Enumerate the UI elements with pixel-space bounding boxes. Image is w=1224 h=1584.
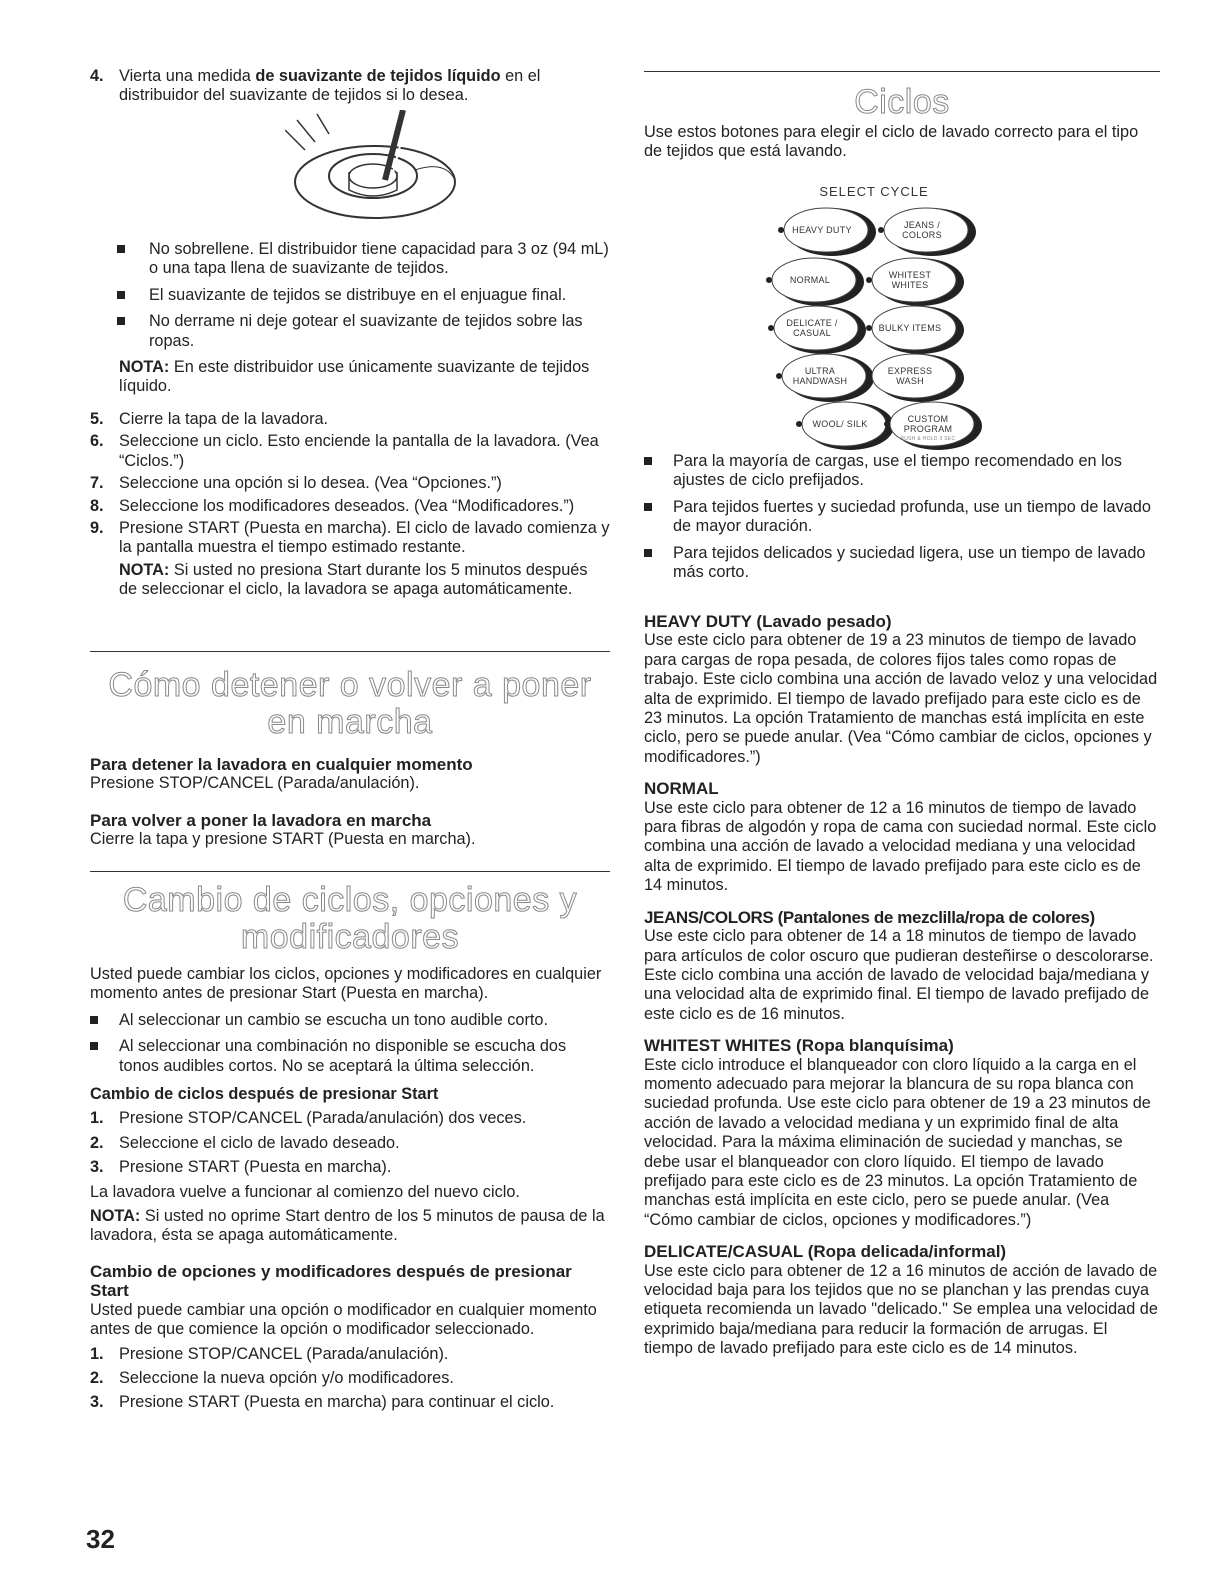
led-indicator-icon (878, 227, 884, 233)
cycle-text: Use este ciclo para obtener de 12 a 16 minutos de acción de lavado de velocidad baja para los tejidos que no se planchan y las prendas cuya etiqueta recomienda un lavado "delicado." Se emplea una velocidad de exprimido baja/mediana para reducir la formación de arrugas. El tiempo de lavado prefijado para este ciclo es de 14 minutos. (644, 1261, 1158, 1358)
bullet-icon (644, 503, 652, 511)
step-number: 8. (90, 496, 104, 515)
cycle-button-label: JEANS / (903, 220, 941, 230)
note (90, 358, 610, 397)
cycle-button-label: COLORS (902, 230, 942, 240)
led-indicator-icon (866, 373, 872, 379)
step-text: Seleccione los modificadores deseados. (Vea “Modificadores.”) (119, 496, 575, 515)
list-item (90, 1345, 610, 1364)
section-change (90, 882, 610, 1413)
note-text: En este distribuidor use únicamente suavizante de tejidos líquido. (119, 358, 590, 396)
cycle-button-label: ULTRA (804, 366, 836, 376)
cycle-button-label: HEAVY DUTY (792, 225, 852, 235)
list-item (644, 452, 1160, 491)
note (90, 1207, 610, 1246)
cycle-button-label: WOOL/ SILK (812, 419, 868, 429)
section-divider (90, 871, 610, 872)
cycle-heading: NORMAL (644, 779, 719, 799)
step-number: 2. (90, 1368, 104, 1387)
step-number: 2. (90, 1133, 104, 1152)
cycle-button-wool-silk[interactable] (796, 402, 894, 450)
cycle-descriptions (644, 612, 1160, 1359)
cycle-text: Use este ciclo para obtener de 19 a 23 minutos de tiempo de lavado para cargas de ropa pesada, de colores fijos tales como ropas de trabajo. Este ciclo combina una acción de lavado veloz y una velocidad alta de exprimido. El tiempo de lavado prefijado para este ciclo es de 23 minutos. La opción Tratamiento de manchas está implícita en este ciclo, pero se puede anular. (Vea “Cómo cambiar de ciclos, opciones y modificadores.”) (644, 631, 1158, 766)
softener-bullets (90, 240, 610, 397)
cycle-button-label: CASUAL (793, 328, 831, 338)
steps-list (90, 410, 610, 600)
step-9 (90, 519, 610, 558)
bullet-text: Para la mayoría de cargas, use el tiempo recomendado en los ajustes de ciclo prefijados. (673, 452, 1122, 490)
step-number: 7. (90, 474, 104, 493)
note-text: Si usted no oprime Start dentro de los 5 minutos de pausa de la lavadora, ésta se apaga automáticamente. (90, 1207, 605, 1245)
page-number: 32 (86, 1524, 115, 1554)
section-title-line: Cambio de ciclos, opciones y (122, 881, 578, 919)
step-text: Presione START (Puesta en marcha). El ciclo de lavado comienza y la pantalla muestra el tiempo estimado restante. (119, 519, 610, 557)
panel-label: SELECT CYCLE (819, 184, 929, 199)
section-divider (644, 71, 1160, 72)
resume-text: La lavadora vuelve a funcionar al comienzo del nuevo ciclo. (90, 1182, 520, 1201)
step-8 (90, 497, 610, 516)
bullet-icon (117, 245, 125, 253)
bullet-text: Para tejidos delicados y suciedad ligera, use un tiempo de lavado más corto. (673, 543, 1146, 582)
step-text: Presione START (Puesta en marcha). (119, 1158, 392, 1177)
cycle-jeans-colors (644, 908, 1160, 1024)
bullet-text: No derrame ni deje gotear el suavizante de tejidos sobre las ropas. (149, 312, 583, 350)
section-title (90, 667, 610, 741)
step-number: 9. (90, 519, 104, 538)
cycle-button-label: NORMAL (789, 275, 831, 285)
cycle-button-label: WHITES (891, 280, 929, 290)
bullet-icon (644, 549, 652, 557)
cycle-button-bulky-items[interactable] (866, 306, 964, 354)
bullet-icon (90, 1016, 98, 1024)
bullet-icon (117, 291, 125, 299)
cycle-heavy-duty (644, 612, 1160, 767)
options-intro: Usted puede cambiar una opción o modificador en cualquier momento antes de que comience la opción o modificador seleccionado. (90, 1300, 597, 1339)
cycle-button-heavy-duty[interactable] (778, 208, 876, 256)
bullet-text: Al seleccionar una combinación no disponible se escucha dos tonos audibles cortos. No se aceptará la última selección. (119, 1037, 567, 1075)
step-4 (90, 67, 610, 106)
step-6 (90, 432, 610, 471)
step-number: 3. (90, 1158, 104, 1177)
cycle-button-express[interactable] (866, 354, 964, 402)
note-label: NOTA: (90, 1207, 141, 1226)
list-item (90, 312, 610, 351)
led-indicator-icon (778, 227, 784, 233)
bullet-icon (90, 1042, 98, 1050)
step-number: 6. (90, 432, 104, 451)
step-text: Presione START (Puesta en marcha) para continuar el ciclo. (119, 1393, 555, 1412)
led-indicator-icon (776, 373, 782, 379)
cycle-text: Use este ciclo para obtener de 14 a 18 minutos de tiempo de lavado para artículos de color oscuro que pudieran desteñirse o descolorarse. Este ciclo combina una acción de lavado de velocidad baja/mediana y una velocidad alta de exprimido final. El tiempo de lavado prefijado de este ciclo es de 16 minutos. (644, 927, 1154, 1023)
cycle-button-label: EXPRESS (887, 366, 933, 376)
section-title: Ciclos (854, 83, 950, 121)
led-indicator-icon (796, 421, 802, 427)
step-text-pre: Vierta una medida (119, 67, 256, 85)
list-item (644, 544, 1160, 583)
led-indicator-icon (766, 277, 772, 283)
led-indicator-icon (884, 421, 890, 427)
bullet-icon (117, 317, 125, 325)
step-text: Presione STOP/CANCEL (Parada/anulación). (119, 1344, 449, 1363)
step-text: Seleccione el ciclo de lavado deseado. (119, 1133, 400, 1152)
bullet-text: El suavizante de tejidos se distribuye en el enjuague final. (149, 285, 567, 304)
cycle-button-delicate[interactable] (768, 306, 866, 354)
cycle-button-label: HANDWASH (792, 376, 848, 386)
list-item (90, 1393, 610, 1412)
list-item (90, 286, 610, 305)
step-number: 1. (90, 1109, 104, 1128)
step-text: Presione STOP/CANCEL (Parada/anulación) dos veces. (119, 1109, 527, 1128)
section-title-line: Cómo detener o volver a poner (108, 666, 592, 704)
step-number: 5. (90, 410, 104, 428)
step-number: 1. (90, 1344, 104, 1363)
step-text-post: en el distribuidor del suavizante de tejidos si lo desea. (119, 67, 541, 105)
cycle-text: Este ciclo introduce el blanqueador con cloro líquido a la carga en el momento adecuado para mejorar la blancura de su ropa blanca con suciedad profunda. Use este ciclo para obtener de 19 a 23 minutos de acción de lavado a velocidad mediana y un exprimido final de alta velocidad. Para la máxima eliminación de suciedad y manchas, se debe usar el blanqueador con cloro líquido. El tiempo de lavado prefijado para este ciclo es de 23 minutos. La opción Tratamiento de manchas está implícita en este ciclo, pero se puede anular. (Vea “Cómo cambiar de ciclos, opciones y modificadores.”) (644, 1055, 1151, 1229)
note (90, 561, 610, 600)
step-5 (90, 410, 610, 429)
list-item (90, 240, 610, 279)
restart-heading: Para volver a poner la lavadora en marcha (90, 810, 432, 830)
restart-text: Cierre la tapa y presione START (Puesta en marcha). (90, 830, 476, 849)
cycle-heading: DELICATE/CASUAL (Ropa delicada/informal) (644, 1242, 1007, 1262)
cycle-normal (644, 779, 1160, 895)
step-text: Seleccione la nueva opción y/o modificadores. (119, 1368, 454, 1387)
cycle-button-label: BULKY ITEMS (878, 323, 942, 333)
bullet-text: Para tejidos fuertes y suciedad profunda, use un tiempo de lavado de mayor duración. (673, 497, 1151, 536)
change-intro: Usted puede cambiar los ciclos, opciones y modificadores en cualquier momento antes de presionar Start (Puesta en marcha). (90, 965, 602, 1003)
cycle-button-label: DELICATE / (786, 318, 838, 328)
cycle-button-label: WHITEST (888, 270, 932, 280)
cycles-bullets (644, 452, 1160, 582)
cycles-heading: Cambio de ciclos después de presionar Start (90, 1085, 439, 1104)
step-text: Seleccione un ciclo. Esto enciende la pantalla de la lavadora. (Vea “Ciclos.”) (119, 432, 599, 470)
list-item (90, 1158, 610, 1177)
cycle-button-ultra[interactable] (776, 354, 874, 402)
led-indicator-icon (866, 277, 872, 283)
cycle-button-jeans[interactable] (878, 208, 976, 256)
list-item (644, 498, 1160, 537)
step-text-bold: de suavizante de tejidos líquido (255, 67, 501, 85)
led-indicator-icon (768, 325, 774, 331)
list-item (90, 1109, 610, 1128)
list-item (90, 1369, 610, 1388)
section-title-line: en marcha (267, 703, 433, 741)
cycle-heading: JEANS/COLORS (Pantalones de mezclilla/ropa de colores) (644, 907, 1095, 927)
step-number: 3. (90, 1393, 104, 1412)
cycle-heading: HEAVY DUTY (Lavado pesado) (644, 612, 892, 631)
cycles-intro: Use estos botones para elegir el ciclo de lavado correcto para el tipo de tejidos que está lavando. (644, 123, 1139, 161)
list-item (90, 1011, 610, 1030)
stop-text: Presione STOP/CANCEL (Parada/anulación). (90, 774, 420, 793)
note-label: NOTA: (119, 358, 170, 377)
cycle-text: Use este ciclo para obtener de 12 a 16 minutos de tiempo de lavado para fibras de algodón y ropa de cama con suciedad normal. Este ciclo combina una acción de lavado a velocidad mediana y una velocidad alta de exprimido. El tiempo de lavado prefijado para este ciclo es de 14 minutos. (644, 798, 1157, 895)
section-divider (90, 651, 610, 652)
section-stop (90, 667, 610, 850)
select-cycle-panel (764, 182, 1054, 462)
note-label: NOTA: (119, 560, 170, 579)
cycle-heading: WHITEST WHITES (Ropa blanquísima) (644, 1036, 954, 1056)
bullet-text: No sobrellene. El distribuidor tiene capacidad para 3 oz (94 mL) o una tapa llena de suavizante de tejidos. (149, 240, 609, 278)
cycle-button-custom[interactable] (884, 402, 982, 450)
note-text: Si usted no presiona Start durante los 5 minutos después de seleccionar el ciclo, la lavadora se apaga automáticamente. (119, 560, 588, 599)
cycle-button-label: WASH (896, 376, 924, 386)
softener-dispenser-illustration (285, 110, 525, 230)
list-item (90, 1037, 610, 1076)
led-indicator-icon (866, 325, 872, 331)
step-7 (90, 474, 610, 493)
step-text: Seleccione una opción si lo desea. (Vea “Opciones.”) (119, 474, 502, 493)
step-text: Cierre la tapa de la lavadora. (119, 410, 329, 428)
cycle-whitest-whites (644, 1036, 1160, 1230)
cycle-button-whitest[interactable] (866, 258, 964, 306)
section-cycles (644, 84, 1160, 162)
cycle-delicate-casual (644, 1242, 1160, 1358)
step-number: 4. (90, 67, 104, 85)
bullet-icon (644, 457, 652, 465)
cycle-buttons (764, 204, 1054, 464)
cycle-button-normal[interactable] (766, 258, 864, 306)
list-item (90, 1134, 610, 1153)
bullet-text: Al seleccionar un cambio se escucha un tono audible corto. (119, 1010, 548, 1029)
section-title (90, 882, 610, 956)
options-heading: Cambio de opciones y modificadores después de presionar Start (90, 1261, 572, 1301)
stop-heading: Para detener la lavadora en cualquier momento (90, 755, 473, 774)
section-title-line: modificadores (240, 918, 460, 956)
cycle-button-label: CUSTOM (907, 414, 949, 424)
cycle-button-label: PROGRAM (903, 424, 953, 434)
custom-hint-label: PUSH & HOLD 3 SEC (900, 436, 956, 442)
